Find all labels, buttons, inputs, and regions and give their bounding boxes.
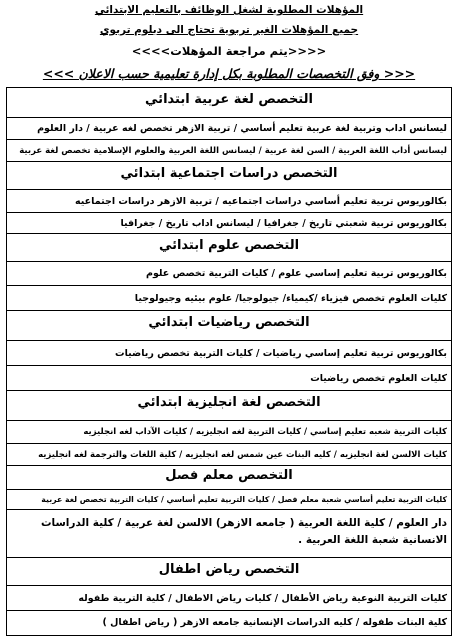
math-line-2: كليات العلوم تخصص رياضيات <box>7 366 451 391</box>
section-title-classroom <box>7 466 451 490</box>
section-title-social <box>7 162 451 190</box>
science-line-1: بكالوريوس تربية تعليم إساسي علوم / كليات التربية تخصص علوم <box>7 262 451 286</box>
social-line-1: بكالوريوس تربية تعليم أساسي دراسات اجتماعيه / تربية الازهر دراسات اجتماعيه <box>7 190 451 213</box>
section-title-science <box>7 234 451 262</box>
header-line-1: المؤهلات المطلوبة لشغل الوظائف بالتعليم الابتدائي <box>94 4 364 16</box>
header-line-3: <<<<يتم مراجعة المؤهلات>>>> <box>131 44 327 58</box>
section-title-arabic-text: التخصص لغة عربية ابتدائي <box>145 92 313 107</box>
section-title-math <box>7 311 451 341</box>
math-line-1: بكالوريوس تربية تعليم إساسي رياضيات / كليات التربية تخصص رياضيات <box>7 341 451 366</box>
classroom-line-1: كليات التربية تعليم أساسي شعبة معلم فصل / كليات التربية تعليم أساسي / كليات التربية تخصص لغة عربية <box>7 490 451 510</box>
section-title-english-text: التخصص لغة انجليزية ابتدائي <box>137 395 321 410</box>
section-title-kindergarten <box>7 558 451 586</box>
classroom-line-2: دار العلوم / كلية اللغة العربية ( جامعه الازهر) الالسن لغة عربية / كلية الدراسات الانسانية شعبة اللغة العربية . <box>7 510 451 558</box>
section-title-arabic <box>7 88 451 118</box>
header-line-2: جميع المؤهلات الغير تربوية تحتاج الى دبلوم تربوي <box>99 24 359 36</box>
header-line-4: <<< وفق التخصصات المطلوبة بكل إدارة تعليمية حسب الاعلان >>> <box>42 66 416 81</box>
qualifications-table <box>6 87 452 636</box>
social-line-2: بكالوريوس تربية شعبتي تاريخ / جغرافيا / ليسانس اداب تاريخ / جغرافيا <box>7 213 451 234</box>
arabic-line-1: ليسانس اداب وتربية لغة عربية تعليم أساسي / تربية الازهر تخصص لغه عربية / دار العلوم <box>7 118 451 140</box>
english-line-2: كليات الالسن لغة انجليزيه / كليه البنات عين شمس لغه انجليزيه / كلية اللغات والترجمة لغه انجليزيه <box>7 444 451 466</box>
section-title-kindergarten-text: التخصص رياض اطفال <box>158 562 300 577</box>
kindergarten-line-1: كليات التربية النوعية رياض الأطفال / كليات رياض الاطفال / كلية التربية طفوله <box>7 586 451 611</box>
section-title-social-text: التخصص دراسات اجتماعية ابتدائي <box>120 166 338 181</box>
section-title-science-text: التخصص علوم ابتدائي <box>158 238 300 253</box>
section-title-math-text: التخصص رياضيات ابتدائي <box>148 315 310 330</box>
english-line-1: كليات التربية شعبه تعليم إساسي / كليات التربية لغه انجليزيه / كليات الآداب لغه انجليزيه <box>7 421 451 444</box>
kindergarten-line-2: كلية البنات طفوله / كليه الدراسات الإنسانية جامعه الازهر ( رياض اطفال ) <box>102 617 447 628</box>
section-title-english <box>7 391 451 421</box>
section-title-classroom-text: التخصص معلم فصل <box>165 468 293 483</box>
arabic-line-2: ليسانس أداب اللغة العربية / السن لغة عربية / ليسانس اللغة العربية والعلوم الإسلامية تخصص لغة عربية <box>7 140 451 162</box>
science-line-2: كليات العلوم تخصص فيزياء /كيمياء/ جيولوجيا/ علوم بيئيه وجيولوجيا <box>7 286 451 311</box>
